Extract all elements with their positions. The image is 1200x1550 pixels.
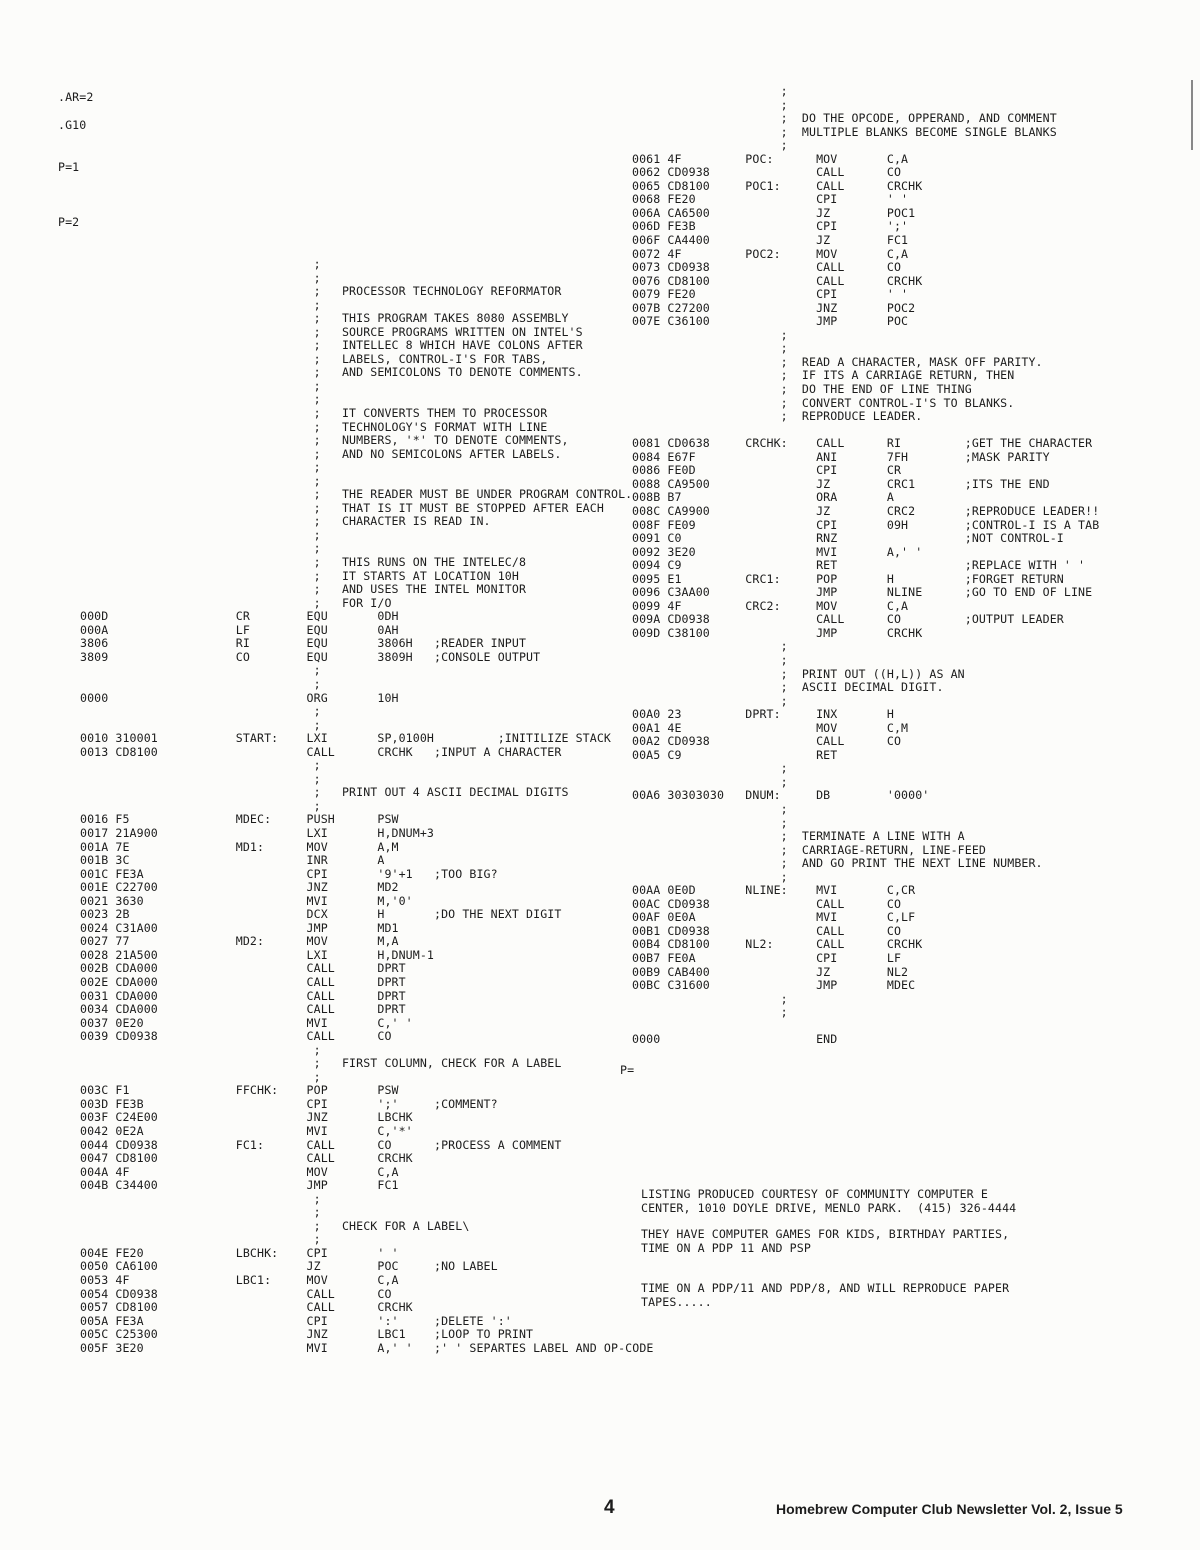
code-line: 0034 CDA000 CALL DPRT	[80, 1002, 406, 1017]
code-line: ; DO THE END OF LINE THING	[632, 382, 972, 397]
credits-line-6: TAPES.....	[641, 1294, 712, 1309]
code-line: 00B7 FE0A CPI LF	[632, 951, 902, 965]
code-line: 0068 FE20 CPI ' '	[632, 192, 909, 207]
code-line: 0099 4F CRC2: MOV C,A	[632, 598, 909, 613]
code-line: 003C F1 FFCHK: POP PSW	[80, 1083, 399, 1098]
code-line: 0062 CD0938 CALL CO	[632, 165, 902, 180]
code-line: 3809 CO EQU 3809H ;CONSOLE OUTPUT	[80, 649, 541, 664]
code-line: 006F CA4400 JZ FC1	[632, 233, 909, 248]
code-line: ;	[80, 676, 321, 691]
code-line: ; PRINT OUT 4 ASCII DECIMAL DIGITS	[80, 785, 569, 800]
page-setting-end: P=	[620, 1063, 635, 1077]
code-line: 0054 CD0938 CALL CO	[80, 1286, 392, 1301]
code-line: ; IF ITS A CARRIAGE RETURN, THEN	[632, 368, 1015, 383]
code-line: ; AND NO SEMICOLONS AFTER LABELS.	[80, 446, 562, 461]
credits-line-4: TIME ON A PDP 11 AND PSP	[641, 1240, 811, 1255]
code-line: ;	[80, 270, 321, 285]
code-line: ;	[632, 84, 788, 98]
code-line: ;	[80, 1069, 321, 1084]
code-line: 0088 CA9500 JZ CRC1 ;ITS THE END	[632, 476, 1050, 491]
code-line: ; ASCII DECIMAL DIGIT.	[632, 680, 944, 695]
code-line: 00A5 C9 RET	[632, 747, 838, 762]
code-line: 00B4 CD8100 NL2: CALL CRCHK	[632, 937, 923, 952]
code-line: ; LABELS, CONTROL-I'S FOR TABS,	[80, 351, 548, 366]
code-line: ; AND GO PRINT THE NEXT LINE NUMBER.	[632, 856, 1043, 871]
code-line: ;	[80, 297, 321, 312]
code-line: 0031 CDA000 CALL DPRT	[80, 988, 406, 1003]
scan-edge-mark	[1191, 80, 1193, 150]
code-line: ;	[80, 392, 321, 407]
code-line: 0065 CD8100 POC1: CALL CRCHK	[632, 178, 923, 193]
code-line: 0073 CD0938 CALL CO	[632, 260, 902, 275]
code-line: ; AND USES THE INTEL MONITOR	[80, 582, 527, 597]
code-line: 006A CA6500 JZ POC1	[632, 205, 916, 220]
code-line: ;	[80, 257, 321, 271]
code-line: ;	[632, 869, 788, 884]
code-line: ; FIRST COLUMN, CHECK FOR A LABEL	[80, 1056, 562, 1071]
code-line: 009A CD0938 CALL CO ;OUTPUT LEADER	[632, 612, 1064, 627]
code-line: ; THE READER MUST BE UNDER PROGRAM CONTROL.	[80, 487, 633, 502]
code-line: ;	[632, 327, 788, 342]
code-line: 0013 CD8100 CALL CRCHK ;INPUT A CHARACTER	[80, 744, 562, 759]
code-line: 0037 0E20 MVI C,' '	[80, 1015, 413, 1030]
code-line: ;	[80, 663, 321, 678]
code-line: 004E FE20 LBCHK: CPI ' '	[80, 1245, 399, 1260]
code-line: ; READ A CHARACTER, MASK OFF PARITY.	[632, 354, 1043, 369]
code-line: 005A FE3A CPI ':' ;DELETE ':'	[80, 1313, 512, 1328]
code-line: 000D CR EQU 0DH	[80, 609, 399, 624]
code-line: 008B B7 ORA A	[632, 490, 894, 505]
code-line: 001C FE3A CPI '9'+1 ;TOO BIG?	[80, 866, 498, 881]
code-line: ;	[632, 991, 788, 1006]
code-line: ;	[80, 541, 321, 556]
code-line: 0023 2B DCX H ;DO THE NEXT DIGIT	[80, 907, 562, 922]
page-number: 4	[604, 1497, 615, 1518]
code-line: 0021 3630 MVI M,'0'	[80, 893, 413, 908]
credits-line-3: THEY HAVE COMPUTER GAMES FOR KIDS, BIRTHDAY PARTIES,	[641, 1227, 1010, 1242]
code-line: 0076 CD8100 CALL CRCHK	[632, 273, 923, 288]
code-line: 0079 FE20 CPI ' '	[632, 287, 909, 302]
code-line: ; CONVERT CONTROL-I'S TO BLANKS.	[632, 395, 1015, 410]
code-line: 000A LF EQU 0AH	[80, 622, 399, 637]
code-line: 00AC CD0938 CALL CO	[632, 896, 902, 911]
code-line: ; TECHNOLOGY'S FORMAT WITH LINE	[80, 419, 548, 434]
code-line: 0042 0E2A MVI C,'*'	[80, 1124, 413, 1138]
code-line: ; REPRODUCE LEADER.	[632, 409, 923, 424]
right-listing	[632, 85, 1099, 1047]
code-line: 002B CDA000 CALL DPRT	[80, 961, 406, 976]
code-line: ; NUMBERS, '*' TO DENOTE COMMENTS,	[80, 433, 569, 448]
code-line: ;	[632, 815, 788, 830]
code-line: 0095 E1 CRC1: POP H ;FORGET RETURN	[632, 571, 1064, 586]
code-line: 0044 CD0938 FC1: CALL CO ;PROCESS A COMMENT	[80, 1137, 562, 1152]
code-line	[632, 424, 1099, 438]
code-line: 0000 ORG 10H	[80, 690, 399, 705]
code-line: 0027 77 MD2: MOV M,A	[80, 934, 399, 949]
code-line: 0084 E67F ANI 7FH ;MASK PARITY	[632, 449, 1050, 464]
code-line: ;	[632, 652, 788, 667]
right-listing-lines	[632, 85, 1099, 1047]
code-line: ;	[80, 717, 321, 732]
code-line: ; TERMINATE A LINE WITH A	[632, 829, 965, 844]
code-line: ;	[80, 704, 321, 719]
code-line: 0081 CD0638 CRCHK: CALL RI ;GET THE CHARACTER	[632, 436, 1093, 451]
code-line: ;	[80, 771, 321, 786]
code-line: ;	[632, 761, 788, 776]
code-line: ;	[80, 473, 321, 488]
command-ar: .AR=2	[58, 90, 94, 104]
code-line: ; SOURCE PROGRAMS WRITTEN ON INTEL'S	[80, 324, 583, 339]
left-listing	[80, 258, 653, 1355]
code-line: ;	[632, 341, 788, 356]
code-line: ;	[80, 798, 321, 813]
code-line: 0028 21A500 LXI H,DNUM-1	[80, 947, 435, 962]
code-line: ;	[80, 758, 321, 773]
code-line: 0024 C31A00 JMP MD1	[80, 920, 399, 935]
code-line: 007E C36100 JMP POC	[632, 314, 909, 329]
code-line: 001E C22700 JNZ MD2	[80, 880, 399, 895]
code-line: ; FOR I/O	[80, 595, 392, 610]
code-line: ; CHARACTER IS READ IN.	[80, 514, 491, 529]
code-line: 0072 4F POC2: MOV C,A	[632, 246, 909, 261]
left-listing-lines	[80, 258, 653, 1355]
code-line: 0047 CD8100 CALL CRCHK	[80, 1151, 413, 1166]
code-line: 00B1 CD0938 CALL CO	[632, 923, 902, 938]
code-line: 0092 3E20 MVI A,' '	[632, 544, 923, 559]
code-line: 006D FE3B CPI ';'	[632, 219, 909, 234]
code-line: 005F 3E20 MVI A,' ' ;' ' SEPARTES LABEL AND OP-CODE	[80, 1340, 654, 1355]
code-line: 007B C27200 JNZ POC2	[632, 300, 916, 315]
code-line: ; AND SEMICOLONS TO DENOTE COMMENTS.	[80, 365, 583, 380]
code-line: ;	[80, 460, 321, 475]
code-line: 00BC C31600 JMP MDEC	[632, 978, 916, 993]
code-line: ;	[80, 378, 321, 393]
code-line: 0053 4F LBC1: MOV C,A	[80, 1273, 399, 1288]
code-line: ;	[80, 1232, 321, 1247]
code-line: 0017 21A900 LXI H,DNUM+3	[80, 825, 435, 840]
code-line: ;	[632, 138, 788, 153]
code-line: 00B9 CAB400 JZ NL2	[632, 964, 909, 979]
code-line: ; INTELLEC 8 WHICH HAVE COLONS AFTER	[80, 338, 583, 353]
code-line: 009D C38100 JMP CRCHK	[632, 625, 923, 640]
code-line: 004A 4F MOV C,A	[80, 1164, 399, 1179]
code-line: ; CARRIAGE-RETURN, LINE-FEED	[632, 842, 987, 857]
code-line: 00A6 30303030 DNUM: DB '0000'	[632, 788, 930, 803]
credits-line-1: LISTING PRODUCED COURTESY OF COMMUNITY COMPUTER E	[641, 1187, 988, 1201]
code-line: ;	[632, 774, 788, 789]
code-line: 00AF 0E0A MVI C,LF	[632, 910, 916, 925]
code-line: ;	[80, 527, 321, 542]
credits-line-5: TIME ON A PDP/11 AND PDP/8, AND WILL REPRODUCE PAPER	[641, 1281, 1010, 1296]
code-line: ;	[80, 1191, 321, 1206]
publication-title: Homebrew Computer Club Newsletter Vol. 2, Issue 5	[776, 1501, 1123, 1517]
code-line: ; PROCESSOR TECHNOLOGY REFORMATOR	[80, 284, 562, 299]
code-line: ; DO THE OPCODE, OPPERAND, AND COMMENT	[632, 111, 1057, 126]
code-line: ; IT STARTS AT LOCATION 10H	[80, 568, 519, 583]
code-line: ;	[632, 693, 788, 708]
code-line: ; CHECK FOR A LABEL\	[80, 1218, 470, 1233]
code-line	[632, 1020, 1099, 1034]
code-line: ; MULTIPLE BLANKS BECOME SINGLE BLANKS	[632, 124, 1057, 139]
code-line: ; THIS RUNS ON THE INTELEC/8	[80, 555, 527, 570]
code-line: ;	[632, 1005, 788, 1020]
code-line: 0016 F5 MDEC: PUSH PSW	[80, 812, 399, 827]
code-line: 0050 CA6100 JZ POC ;NO LABEL	[80, 1259, 498, 1274]
code-line: 005C C25300 JNZ LBC1 ;LOOP TO PRINT	[80, 1327, 534, 1342]
code-line: 00A2 CD0938 CALL CO	[632, 734, 902, 749]
code-line: ;	[632, 801, 788, 816]
code-line: 00A1 4E MOV C,M	[632, 720, 909, 735]
code-line: 0057 CD8100 CALL CRCHK	[80, 1300, 413, 1315]
page-setting-p2: P=2	[58, 215, 80, 229]
credits-block	[641, 1188, 1016, 1309]
code-line: ; THAT IS IT MUST BE STOPPED AFTER EACH	[80, 500, 604, 515]
code-line: ;	[632, 639, 788, 654]
code-line: 3806 RI EQU 3806H ;READER INPUT	[80, 636, 527, 651]
code-line: 0094 C9 RET ;REPLACE WITH ' '	[632, 558, 1086, 573]
code-line: 0000 END	[632, 1032, 838, 1047]
code-line: 003F C24E00 JNZ LBCHK	[80, 1110, 413, 1125]
code-line: 0061 4F POC: MOV C,A	[632, 151, 909, 166]
code-line: 008C CA9900 JZ CRC2 ;REPRODUCE LEADER!!	[632, 503, 1100, 518]
code-line: 0010 310001 START: LXI SP,0100H ;INITILIZE STACK	[80, 731, 612, 746]
code-line: 004B C34400 JMP FC1	[80, 1178, 399, 1193]
code-line: ;	[80, 1042, 321, 1057]
code-line: ; IT CONVERTS THEM TO PROCESSOR	[80, 406, 548, 421]
code-line: 0096 C3AA00 JMP NLINE ;GO TO END OF LINE	[632, 585, 1093, 600]
command-go: .G10	[58, 118, 87, 132]
credits-line-2: CENTER, 1010 DOYLE DRIVE, MENLO PARK. (415) 326-4444	[641, 1200, 1017, 1215]
code-line: 0039 CD0938 CALL CO	[80, 1029, 392, 1044]
code-line: 001A 7E MD1: MOV A,M	[80, 839, 399, 854]
code-line: ; PRINT OUT ((H,L)) AS AN	[632, 666, 965, 681]
code-line: ;	[80, 1205, 321, 1220]
code-line: ; THIS PROGRAM TAKES 8080 ASSEMBLY	[80, 311, 569, 326]
page-setting-p1: P=1	[58, 160, 80, 174]
code-line: 0091 C0 RNZ ;NOT CONTROL-I	[632, 531, 1064, 546]
code-line: ;	[632, 97, 788, 112]
code-line: 003D FE3B CPI ';' ;COMMENT?	[80, 1096, 498, 1111]
code-line: 008F FE09 CPI 09H ;CONTROL-I IS A TAB	[632, 517, 1100, 532]
code-line: 00A0 23 DPRT: INX H	[632, 707, 894, 722]
code-line: 002E CDA000 CALL DPRT	[80, 974, 406, 989]
code-line: 001B 3C INR A	[80, 853, 385, 868]
code-line: 0086 FE0D CPI CR	[632, 463, 902, 478]
code-line: 00AA 0E0D NLINE: MVI C,CR	[632, 883, 916, 898]
